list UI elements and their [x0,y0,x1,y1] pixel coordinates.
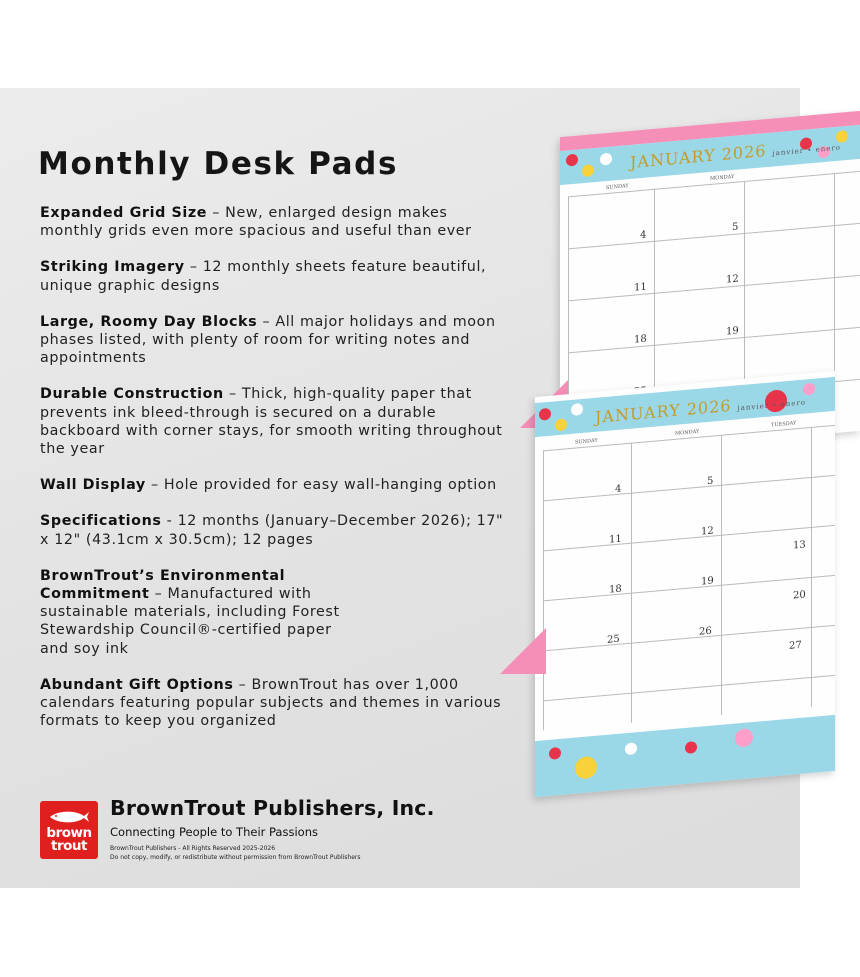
day-number: 20 [793,589,806,602]
day-number: 11 [609,533,622,546]
day-number: 18 [609,583,622,596]
feature-separator: – [212,205,221,221]
month-title: JANUARY 2026 [595,395,732,427]
feature-title: Specifications [40,513,162,530]
corner-stay [500,628,546,674]
feature-title: Large, Roomy Day Blocks [40,313,258,330]
logo-word-brown: brown [46,825,92,841]
day-header: MONDAY [675,428,700,437]
month-subtitle: janvier • enero [737,398,806,413]
day-number: 4 [615,483,622,496]
page-title: Monthly Desk Pads [38,146,398,182]
copyright-notice [110,845,361,862]
feature-separator: – [238,676,247,693]
feature-description: All major holidays and moon phases listed, with plenty of room for writing notes and appointments [40,313,496,367]
day-number: 12 [726,273,739,286]
day-number: 18 [634,333,647,346]
day-header: TUESDAY [771,420,797,429]
company-name: BrownTrout Publishers, Inc. [110,796,435,820]
feature-title: Wall Display [40,477,146,494]
feature-description: BrownTrout has over 1,000 calendars featuring popular subjects and themes in various formats to keep you organized [40,676,502,730]
feature-item [40,512,510,548]
feature-description: Thick, high-quality paper that prevents ink bleed-through is secured on a durable backboard with corner stays, for smooth writing throughout the year [40,386,503,458]
feature-description: 12 months (January–December 2026); 17" x 12" (43.1cm x 30.5cm); 12 pages [40,513,504,548]
feature-description: Hole provided for easy wall-hanging option [163,477,497,494]
day-number: 4 [640,229,647,242]
month-subtitle: janvier • enero [772,143,841,158]
feature-title: Durable Construction [40,386,224,403]
product-info-panel [0,88,841,888]
day-header: MONDAY [710,173,735,182]
day-number: 11 [634,281,647,294]
day-number: 19 [726,325,739,338]
calendar-sheet-front [535,371,835,797]
day-number: 27 [789,639,802,652]
feature-description: 12 monthly sheets feature beautiful, unique graphic designs [40,259,487,294]
day-number: 13 [793,539,806,552]
feature-title: Abundant Gift Options [40,676,234,693]
feature-separator: – [154,586,163,603]
day-number: 5 [707,475,714,488]
day-number: 25 [607,633,620,646]
feature-item [40,676,510,731]
day-number: 12 [701,525,714,538]
permission-line: Do not copy, modify, or redistribute without permission from BrownTrout Publishers [110,853,361,861]
browntrout-logo [40,801,98,859]
day-number: 5 [732,221,739,234]
feature-title: BrownTrout’s Environmental Commitment [40,567,286,603]
day-number: 19 [701,575,714,588]
feature-description: New, enlarged design makes monthly grids even more spacious and useful than ever [40,205,472,240]
feature-separator: – [228,386,237,403]
feature-separator: – [189,259,198,276]
feature-item [40,204,510,240]
feature-description: Manufactured with sustainable materials, including Forest Stewardship Council®-certified paper and soy ink [40,586,340,657]
feature-item [40,258,510,294]
feature-title: Striking Imagery [40,259,185,276]
feature-item [40,313,510,368]
day-number: 26 [699,625,712,638]
feature-separator: – [262,313,271,330]
trout-icon [48,810,90,824]
feature-item [40,476,510,494]
feature-list [40,204,510,748]
copyright-line: BrownTrout Publishers - All Rights Reserved 2025-2026 [110,845,276,852]
logo-word-trout: trout [51,838,87,854]
month-title: JANUARY 2026 [630,141,767,172]
feature-title: Expanded Grid Size [40,205,208,221]
day-header: SUNDAY [606,183,629,192]
feature-item [40,567,340,658]
feature-separator: – [150,477,159,494]
floral-footer [535,715,835,797]
feature-item [40,385,510,458]
day-header: SUNDAY [575,437,598,446]
day-grid [543,425,835,731]
company-tagline: Connecting People to Their Passions [110,825,318,839]
feature-separator: - [166,513,173,530]
